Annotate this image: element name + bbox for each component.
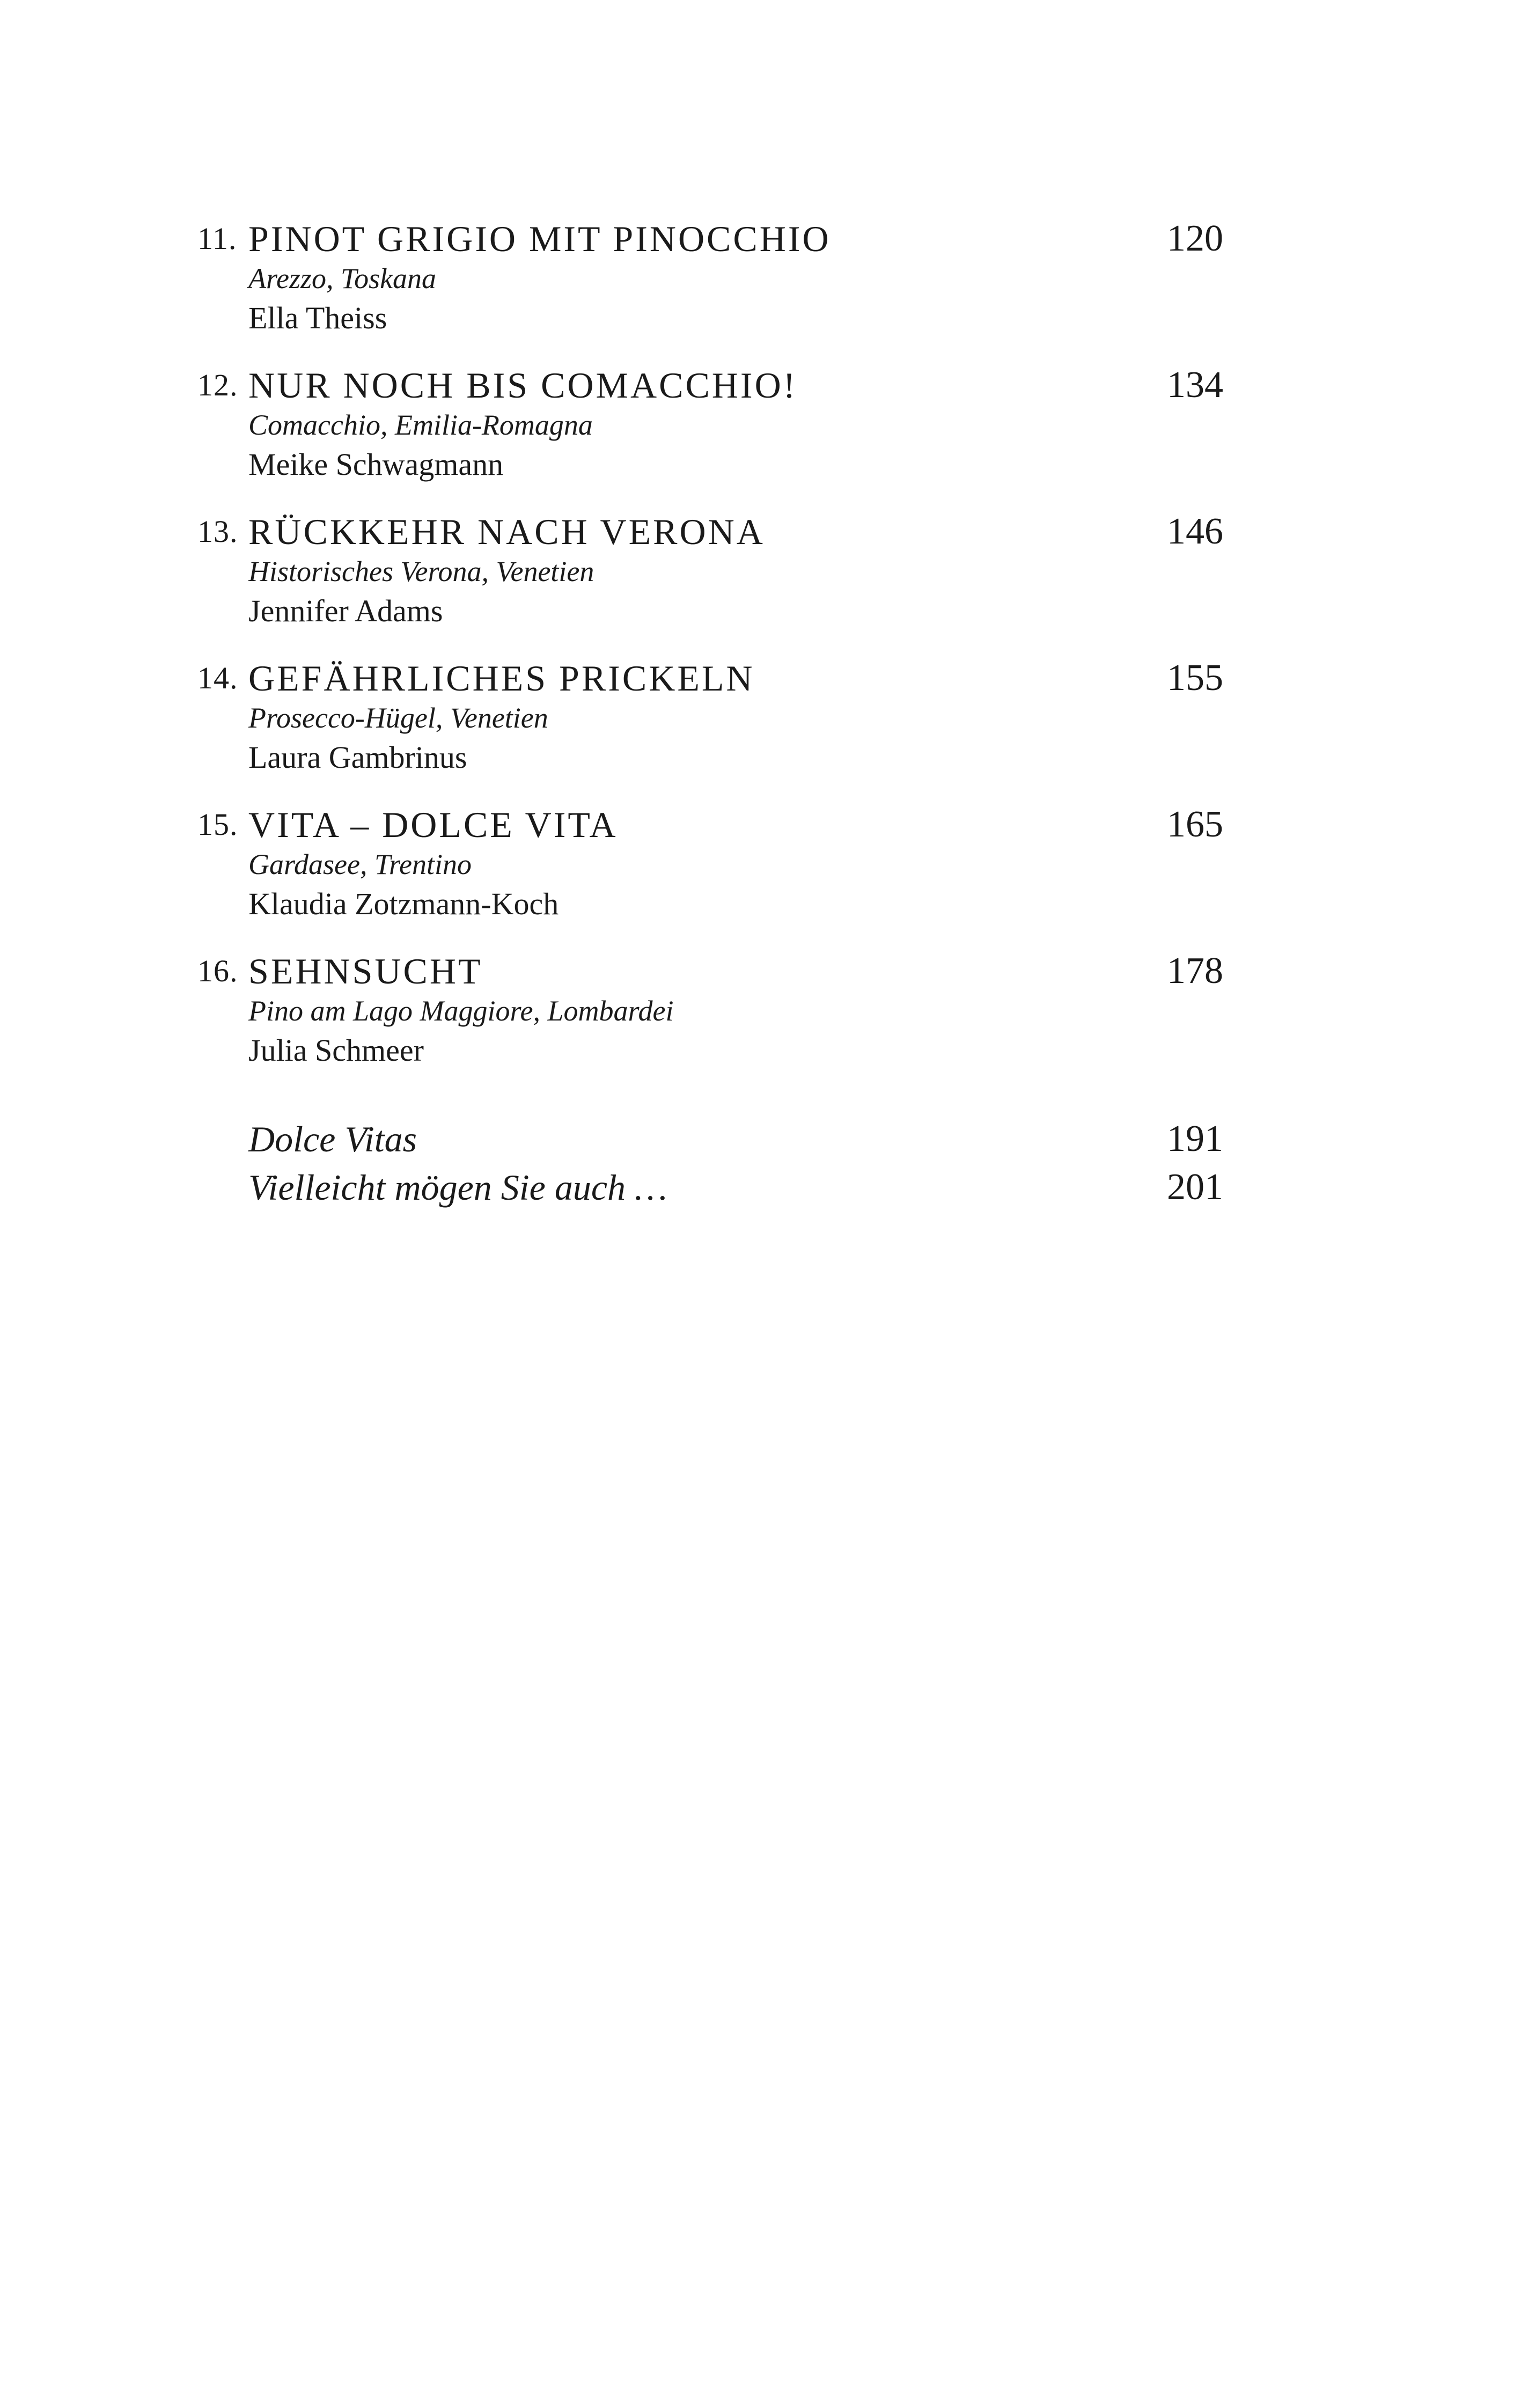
- page-number: 134: [1167, 364, 1223, 406]
- chapter-location: Gardasee, Trentino: [248, 848, 472, 880]
- appendix-title: Vielleicht mögen Sie auch …: [248, 1167, 667, 1208]
- page-number: 155: [1167, 657, 1223, 699]
- chapter-title: VITA – DOLCE VITA: [248, 804, 618, 845]
- chapter-author: Ella Theiss: [248, 300, 387, 335]
- chapter-number: 13.: [197, 514, 238, 549]
- page-number: 191: [1167, 1118, 1223, 1159]
- chapter-author: Laura Gambrinus: [248, 740, 467, 775]
- chapter-location: Arezzo, Toskana: [248, 262, 437, 295]
- chapter-title: SEHNSUCHT: [248, 951, 483, 992]
- chapter-number: 12.: [197, 368, 238, 402]
- chapter-title: GEFÄHRLICHES PRICKELN: [248, 658, 755, 699]
- chapter-location: Comacchio, Emilia-Romagna: [248, 409, 593, 441]
- chapter-author: Jennifer Adams: [248, 593, 443, 628]
- chapter-location: Historisches Verona, Venetien: [248, 555, 594, 588]
- chapter-title: PINOT GRIGIO MIT PINOCCHIO: [248, 218, 831, 259]
- chapter-title: RÜCKKEHR NACH VERONA: [248, 511, 765, 552]
- chapter-author: Klaudia Zotzmann-Koch: [248, 886, 559, 921]
- page-number: 120: [1167, 218, 1223, 259]
- chapter-author: Meike Schwagmann: [248, 447, 504, 482]
- page-number: 165: [1167, 804, 1223, 845]
- toc-appendix-entry: [0, 1163, 1521, 1212]
- chapter-number: 15.: [197, 807, 238, 842]
- chapter-author: Julia Schmeer: [248, 1033, 424, 1068]
- toc-appendix-entry: [0, 1115, 1521, 1163]
- appendix-title: Dolce Vitas: [248, 1119, 417, 1159]
- chapter-number: 14.: [197, 660, 238, 695]
- page-number: 146: [1167, 511, 1223, 552]
- chapter-number: 11.: [197, 221, 237, 256]
- page-number: 178: [1167, 950, 1223, 992]
- chapter-title: NUR NOCH BIS COMACCHIO!: [248, 365, 798, 406]
- chapter-number: 16.: [197, 953, 238, 988]
- page-number: 201: [1167, 1166, 1223, 1208]
- chapter-location: Prosecco-Hügel, Venetien: [248, 702, 548, 734]
- chapter-location: Pino am Lago Maggiore, Lombardei: [248, 995, 674, 1027]
